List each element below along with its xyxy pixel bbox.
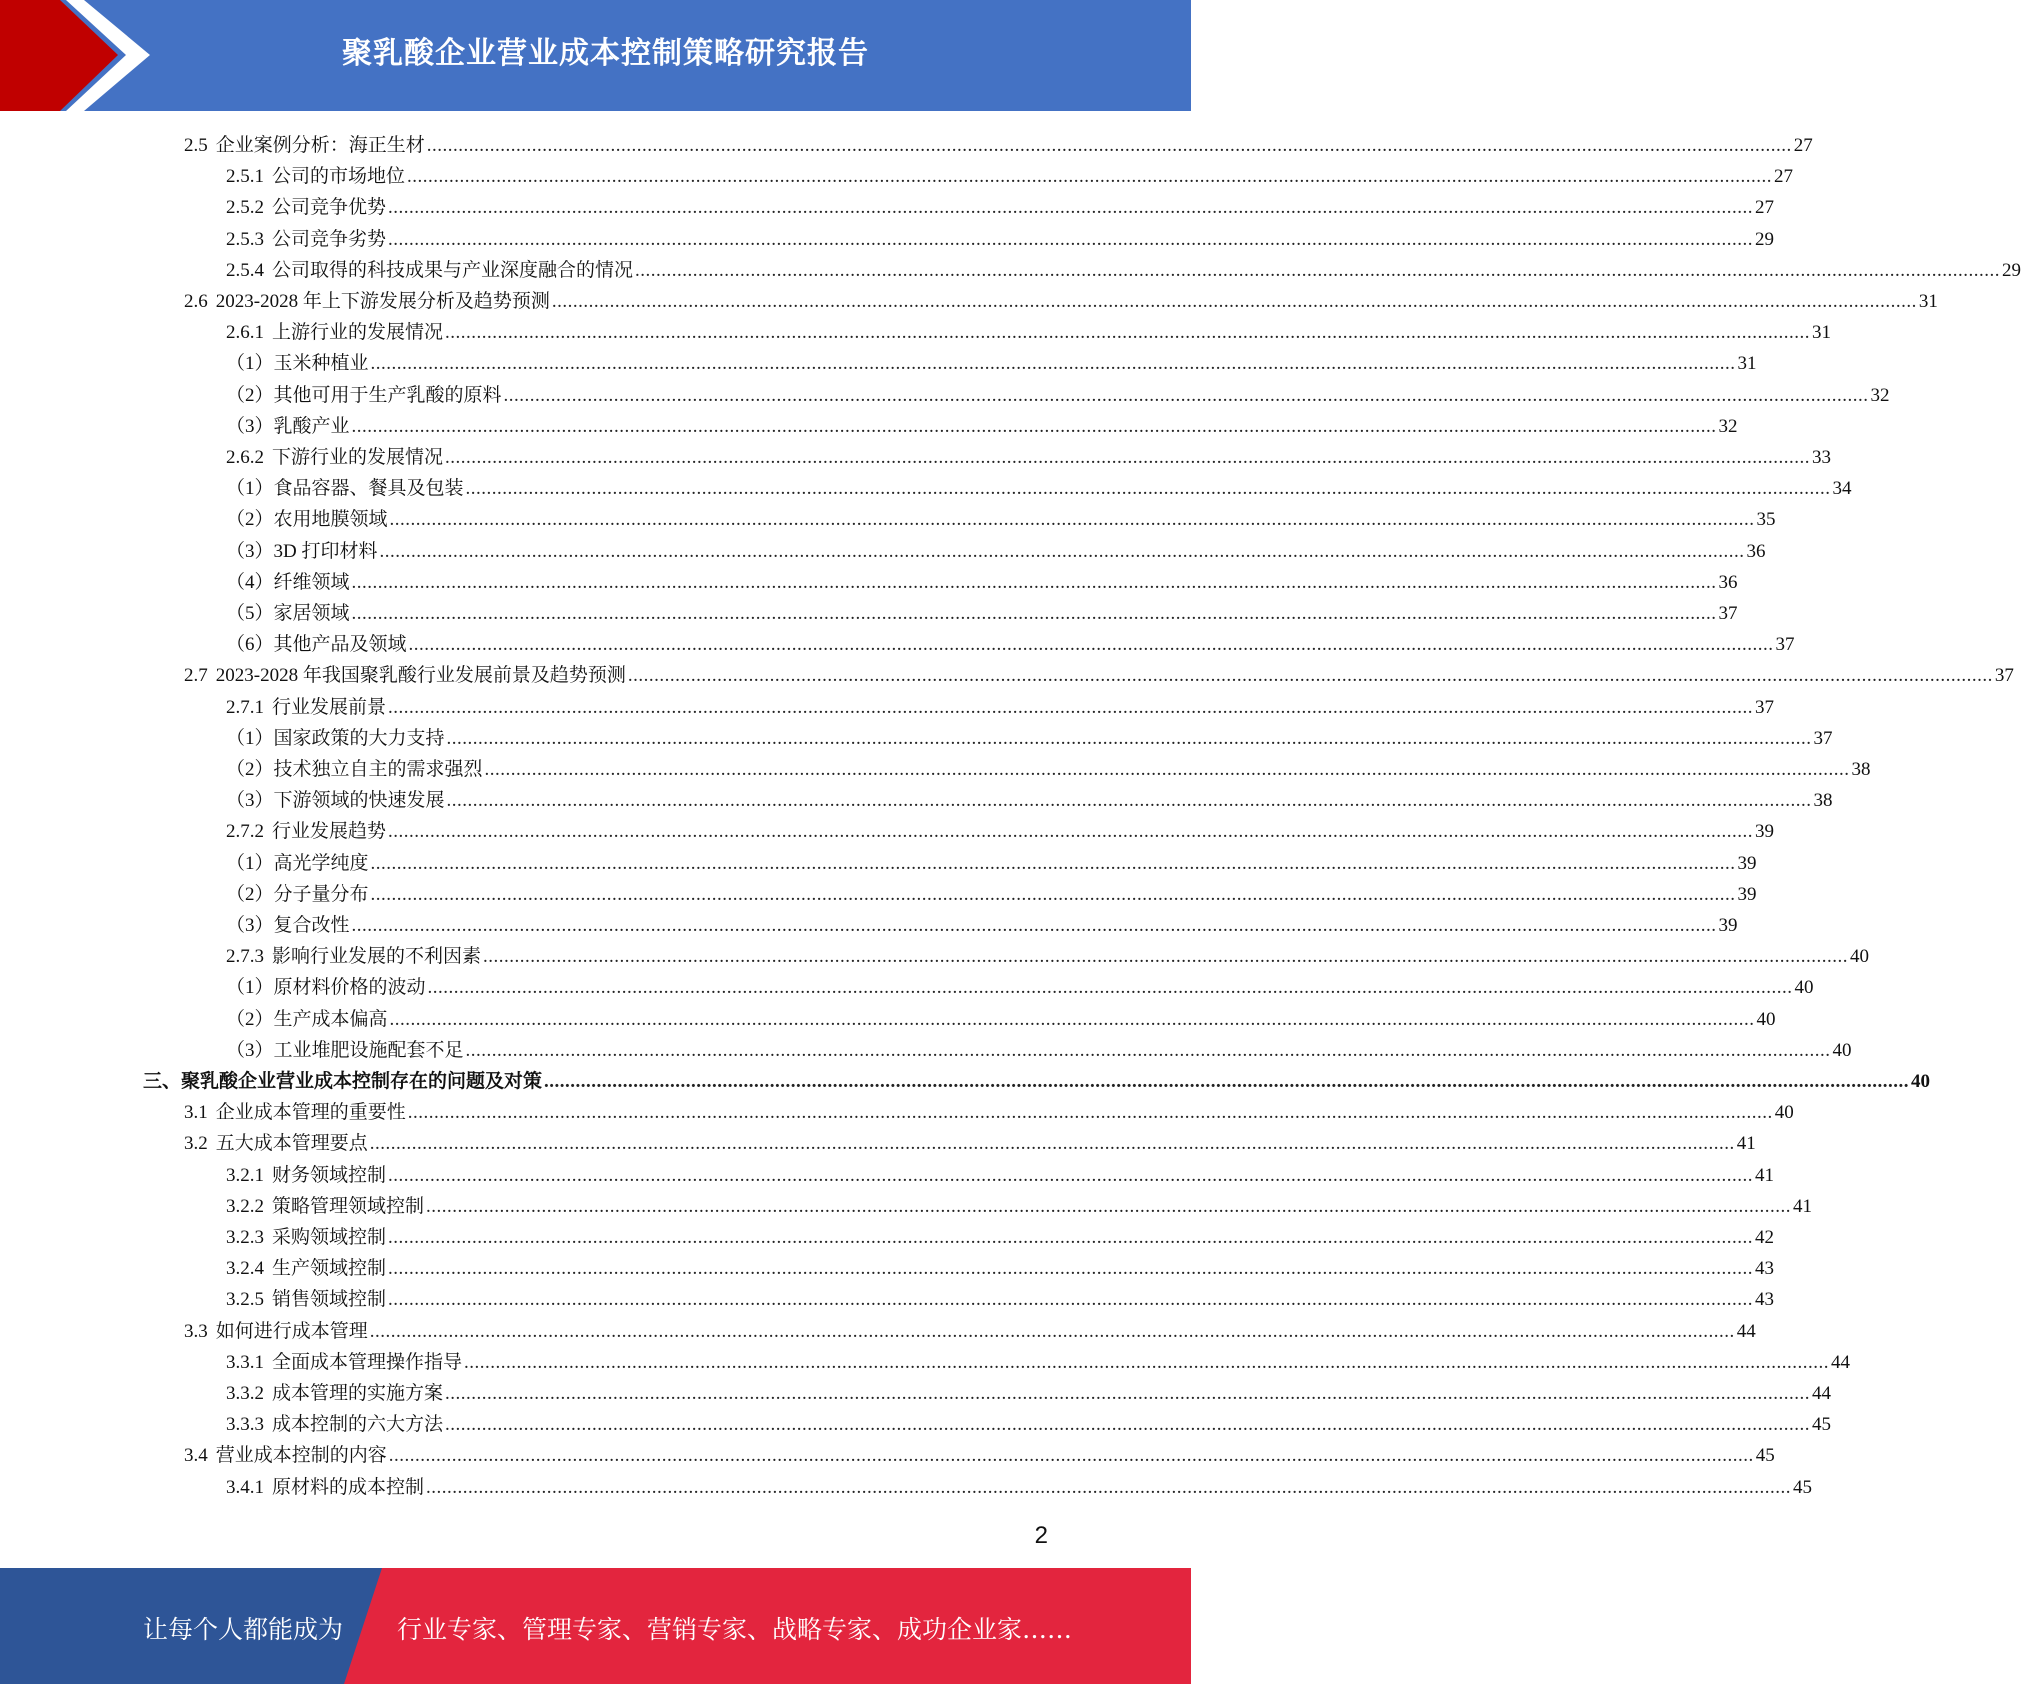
toc-entry-page: 40 [1911,1071,1931,1092]
toc-entry-title: 销售领域控制 [272,1289,387,1311]
toc-entry[interactable] [226,1375,1832,1406]
toc-entry[interactable] [226,533,1766,564]
toc-entry-page: 31 [1918,291,1938,312]
toc-entry-page: 43 [1755,1258,1775,1280]
toc-leader-dots: .................................................................................................................................................................................................................................................................... [446,790,1812,812]
toc-leader-dots: .................................................................................................................................................................................................................................................................... [445,1383,1811,1404]
toc-entry-number: 2.7.1 [226,696,264,718]
toc-entry-page: 41 [1793,1195,1813,1217]
toc-leader-dots: .................................................................................................................................................................................................................................................................... [369,1133,1735,1155]
toc-entry-title: 3D 打印材料 [273,540,378,562]
toc-leader-dots: .................................................................................................................................................................................................................................................................... [388,1258,1754,1280]
toc-entry[interactable] [226,1219,1775,1250]
toc-leader-dots: .................................................................................................................................................................................................................................................................... [370,852,1736,874]
toc-entry-number: 3.2.1 [226,1164,264,1186]
toc-entry-title: 玉米种植业 [273,353,369,375]
toc-entry-page: 39 [1718,915,1738,936]
toc-entry-title: 财务领域控制 [272,1164,387,1186]
toc-entry-title: 技术独立自主的需求强烈 [273,759,483,780]
toc-entry-page: 37 [1775,634,1795,656]
toc-entry-number: 3.3.2 [226,1383,264,1404]
toc-entry[interactable] [226,689,1775,720]
toc-entry-number: （1） [226,478,274,500]
toc-entry-title: 工业堆肥设施配套不足 [273,1039,464,1061]
toc-entry[interactable] [226,1250,1775,1281]
toc-entry-number: 3.3.3 [226,1414,264,1436]
toc-leader-dots: .................................................................................................................................................................................................................................................................... [483,946,1849,968]
footer-slogan-left: 让每个人都能成为 [143,1615,344,1644]
toc-entry-page: 39 [1737,883,1757,905]
toc-entry-number: 三、 [143,1071,182,1092]
toc-entry[interactable] [184,1437,1775,1468]
toc-entry[interactable] [184,127,1813,158]
toc-leader-dots: .................................................................................................................................................................................................................................................................... [369,1320,1735,1342]
toc-entry-page: 40 [1832,1039,1852,1061]
toc-leader-dots: .................................................................................................................................................................................................................................................................... [407,1102,1773,1124]
toc-entry[interactable] [184,1313,1756,1344]
toc-entry[interactable] [226,252,2021,283]
toc-entry-number: 3.2.4 [226,1258,264,1280]
toc-entry-number: （2） [226,384,274,406]
toc-entry-number: 2.6.1 [226,322,264,344]
footer-slogan-right: 行业专家、管理专家、营销专家、战略专家、成功企业家…… [397,1615,1073,1644]
toc-entry[interactable] [226,1406,1832,1437]
toc-entry-number: 3.3.1 [226,1351,264,1373]
toc-entry-number: 2.7.3 [226,946,264,968]
toc-entry[interactable] [226,969,1814,1000]
toc-leader-dots: .................................................................................................................................................................................................................................................................... [351,571,1717,593]
toc-entry[interactable] [226,470,1852,501]
toc-leader-dots: .................................................................................................................................................................................................................................................................... [370,353,1736,375]
toc-entry-page: 27 [1793,135,1813,156]
toc-entry-title: 下游领域的快速发展 [273,790,445,812]
toc-entry-title: 复合改性 [273,915,350,936]
toc-leader-dots: .................................................................................................................................................................................................................................................................... [388,1445,1754,1467]
toc-entry-title: 采购领域控制 [272,1227,387,1248]
toc-entry[interactable] [184,1094,1794,1125]
toc-entry-number: 2.6 [184,291,208,312]
toc-leader-dots: .................................................................................................................................................................................................................................................................... [388,821,1754,843]
toc-entry-number: （1） [226,977,274,999]
toc-entry[interactable] [226,1281,1775,1312]
toc-leader-dots: .................................................................................................................................................................................................................................................................... [627,665,1993,687]
toc-entry-number: （6） [226,634,274,656]
toc-leader-dots: .................................................................................................................................................................................................................................................................... [445,322,1811,344]
toc-entry-title: 生产成本偏高 [273,1008,388,1030]
toc-entry-page: 45 [1755,1445,1775,1467]
toc-leader-dots: .................................................................................................................................................................................................................................................................... [426,1476,1792,1498]
toc-entry-title: 国家政策的大力支持 [273,727,445,749]
toc-entry-number: 3.4.1 [226,1476,264,1498]
toc-entry-page: 36 [1746,540,1766,562]
toc-entry-title: 企业成本管理的重要性 [215,1102,406,1124]
toc-entry-page: 33 [1812,447,1832,468]
toc-leader-dots: .................................................................................................................................................................................................................................................................... [389,1008,1755,1030]
toc-entry-page: 32 [1718,415,1738,437]
toc-leader-dots: .................................................................................................................................................................................................................................................................... [445,447,1811,468]
toc-leader-dots: .................................................................................................................................................................................................................................................................... [379,540,1745,562]
toc-entry[interactable] [226,345,1757,376]
toc-leader-dots: .................................................................................................................................................................................................................................................................... [503,384,1869,406]
toc-entry[interactable] [226,720,1833,751]
toc-entry[interactable] [226,189,1775,220]
toc-entry[interactable] [226,501,1776,532]
toc-entry-page: 45 [1793,1476,1813,1498]
toc-entry-page: 41 [1755,1164,1775,1186]
toc-entry-title: 原材料价格的波动 [273,977,426,999]
toc-entry[interactable] [184,283,1938,314]
toc-entry-title: 企业案例分析：海正生材 [215,135,425,156]
toc-entry-title: 公司取得的科技成果与产业深度融合的情况 [272,259,634,281]
toc-entry-page: 39 [1755,821,1775,843]
toc-leader-dots: .................................................................................................................................................................................................................................................................... [465,478,1831,500]
toc-leader-dots: .................................................................................................................................................................................................................................................................... [407,166,1773,188]
toc-leader-dots: .................................................................................................................................................................................................................................................................... [635,259,2001,281]
toc-entry-title: 策略管理领域控制 [272,1195,425,1217]
toc-entry-page: 39 [1737,852,1757,874]
toc-entry-number: （3） [226,415,274,437]
toc-entry-page: 40 [1774,1102,1794,1124]
toc-entry-title: 成本管理的实施方案 [272,1383,444,1404]
toc-entry-title: 行业发展前景 [272,696,387,718]
toc-entry-number: 3.2.3 [226,1227,264,1248]
toc-entry-page: 37 [1813,727,1833,749]
toc-entry[interactable] [226,564,1738,595]
toc-leader-dots: .................................................................................................................................................................................................................................................................... [388,1164,1754,1186]
toc-entry[interactable] [226,907,1738,938]
toc-entry[interactable] [226,158,1794,189]
toc-entry[interactable] [226,845,1757,876]
toc-entry-page: 43 [1755,1289,1775,1311]
toc-leader-dots: .................................................................................................................................................................................................................................................................... [389,509,1755,531]
toc-leader-dots: .................................................................................................................................................................................................................................................................... [426,135,1792,156]
toc-entry[interactable] [226,782,1833,813]
toc-entry-number: 2.5.4 [226,259,264,281]
toc-entry-number: （3） [226,790,274,812]
toc-entry-number: （2） [226,883,274,905]
toc-leader-dots: .................................................................................................................................................................................................................................................................... [426,1195,1792,1217]
toc-entry-number: （1） [226,852,274,874]
toc-leader-dots: .................................................................................................................................................................................................................................................................... [446,727,1812,749]
toc-entry[interactable] [226,314,1832,345]
toc-entry-page: 40 [1850,946,1870,968]
toc-entry-number: （3） [226,915,274,936]
toc-entry-title: 成本控制的六大方法 [272,1414,444,1436]
toc-leader-dots: .................................................................................................................................................................................................................................................................... [388,197,1754,219]
toc-entry-title: 农用地膜领域 [273,509,388,531]
toc-leader-dots: .................................................................................................................................................................................................................................................................... [427,977,1793,999]
toc-entry[interactable] [226,751,1871,782]
toc-entry-number: （2） [226,1008,274,1030]
toc-entry-title: 聚乳酸企业营业成本控制存在的问题及对策 [181,1071,543,1092]
toc-leader-dots: .................................................................................................................................................................................................................................................................... [465,1039,1831,1061]
toc-entry[interactable] [226,595,1738,626]
toc-entry-title: 高光学纯度 [273,852,369,874]
toc-entry-title: 生产领域控制 [272,1258,387,1280]
toc-entry-number: 2.5.1 [226,166,264,188]
toc-entry-page: 40 [1756,1008,1776,1030]
toc-entry-title: 原材料的成本控制 [272,1476,425,1498]
toc-leader-dots: .................................................................................................................................................................................................................................................................... [464,1351,1830,1373]
toc-leader-dots: .................................................................................................................................................................................................................................................................... [445,1414,1811,1436]
toc-entry[interactable] [184,1125,1756,1156]
toc-entry[interactable] [226,221,1775,252]
page-footer [0,1568,1191,1684]
toc-entry-page: 35 [1756,509,1776,531]
toc-entry-page: 37 [1718,603,1738,624]
toc-entry-title: 上游行业的发展情况 [272,322,444,344]
toc-entry-title: 其他产品及领域 [273,634,407,656]
toc-entry[interactable] [226,1469,1813,1500]
toc-entry-number: 2.7 [184,665,208,687]
toc-entry[interactable] [226,1032,1852,1063]
toc-leader-dots: .................................................................................................................................................................................................................................................................... [388,696,1754,718]
toc-entry[interactable] [184,657,2014,688]
toc-entry-page: 36 [1718,571,1738,593]
toc-leader-dots: .................................................................................................................................................................................................................................................................... [370,883,1736,905]
toc-entry-page: 37 [1755,696,1775,718]
toc-entry-title: 分子量分布 [273,883,369,905]
toc-entry-title: 影响行业发展的不利因素 [272,946,482,968]
page-header [0,0,1191,111]
toc-entry-number: （1） [226,727,274,749]
toc-entry[interactable] [226,938,1870,969]
toc-entry-number: 3.2.5 [226,1289,264,1311]
toc-entry[interactable] [226,813,1775,844]
toc-entry-number: 3.2.2 [226,1195,264,1217]
toc-entry-page: 44 [1831,1351,1851,1373]
toc-entry-page: 45 [1812,1414,1832,1436]
toc-entry-title: 公司竞争劣势 [272,228,387,250]
toc-entry[interactable] [226,876,1757,907]
toc-entry[interactable] [143,1063,1931,1094]
toc-leader-dots: .................................................................................................................................................................................................................................................................... [388,1289,1754,1311]
toc-entry-title: 2023-2028 年上下游发展分析及趋势预测 [215,291,550,312]
toc-entry-page: 31 [1737,353,1757,375]
toc-entry-page: 40 [1794,977,1814,999]
toc-entry-number: 2.5 [184,135,208,156]
toc-entry-page: 29 [1755,228,1775,250]
toc-entry-page: 27 [1755,197,1775,219]
toc-entry-title: 纤维领域 [273,571,350,593]
toc-entry-number: （5） [226,603,274,624]
toc-entry[interactable] [226,1344,1851,1375]
toc-entry-title: 2023-2028 年我国聚乳酸行业发展前景及趋势预测 [215,665,626,687]
toc-entry-page: 29 [2002,259,2021,281]
toc-entry-number: （1） [226,353,274,375]
toc-entry-title: 乳酸产业 [273,415,350,437]
toc-leader-dots: .................................................................................................................................................................................................................................................................... [484,759,1850,780]
toc-leader-dots: .................................................................................................................................................................................................................................................................... [551,291,1917,312]
toc-entry-title: 下游行业的发展情况 [272,447,444,468]
toc-entry-number: （3） [226,1039,274,1061]
toc-entry-page: 41 [1736,1133,1756,1155]
toc-entry-page: 44 [1736,1320,1756,1342]
toc-leader-dots: .................................................................................................................................................................................................................................................................... [351,603,1717,624]
toc-entry-title: 公司竞争优势 [272,197,387,219]
toc-entry-number: 3.2 [184,1133,208,1155]
toc-entry-page: 31 [1812,322,1832,344]
toc-entry[interactable] [226,377,1890,408]
toc-entry-number: （3） [226,540,274,562]
toc-entry-number: （2） [226,509,274,531]
toc-entry-title: 其他可用于生产乳酸的原料 [273,384,502,406]
toc-entry-page: 37 [1994,665,2014,687]
toc-entry-page: 42 [1755,1227,1775,1248]
toc-entry-title: 家居领域 [273,603,350,624]
toc-entry-title: 公司的市场地位 [272,166,406,188]
toc-entry-number: 3.1 [184,1102,208,1124]
document-title: 聚乳酸企业营业成本控制策略研究报告 [342,36,869,71]
toc-entry-title: 全面成本管理操作指导 [272,1351,463,1373]
toc-entry-title: 如何进行成本管理 [215,1320,368,1342]
toc-entry-number: 2.5.2 [226,197,264,219]
toc-entry-page: 27 [1774,166,1794,188]
toc-entry-number: 2.6.2 [226,447,264,468]
toc-entry-title: 五大成本管理要点 [215,1133,368,1155]
toc-leader-dots: .................................................................................................................................................................................................................................................................... [408,634,1774,656]
toc-entry[interactable] [226,408,1738,439]
toc-entry[interactable] [226,1157,1775,1188]
toc-entry-number: 2.5.3 [226,228,264,250]
toc-entry-number: 3.3 [184,1320,208,1342]
toc-entry-page: 32 [1870,384,1890,406]
toc-entry-page: 38 [1813,790,1833,812]
toc-entry-title: 食品容器、餐具及包装 [273,478,464,500]
toc-entry-number: 2.7.2 [226,821,264,843]
toc-leader-dots: .................................................................................................................................................................................................................................................................... [544,1071,1910,1092]
toc-entry-number: （4） [226,571,274,593]
toc-entry-page: 44 [1812,1383,1832,1404]
toc-entry[interactable] [226,439,1832,470]
toc-entry-title: 营业成本控制的内容 [215,1445,387,1467]
toc-leader-dots: .................................................................................................................................................................................................................................................................... [388,1227,1754,1248]
toc-entry-title: 行业发展趋势 [272,821,387,843]
toc-leader-dots: .................................................................................................................................................................................................................................................................... [351,915,1717,936]
toc-leader-dots: .................................................................................................................................................................................................................................................................... [388,228,1754,250]
page-number: 2 [1034,1522,1048,1549]
toc-entry[interactable] [226,1001,1776,1032]
toc-entry[interactable] [226,1188,1813,1219]
toc-entry-number: （2） [226,759,274,780]
toc-entry-page: 38 [1851,759,1871,780]
toc-leader-dots: .................................................................................................................................................................................................................................................................... [351,415,1717,437]
toc-entry-page: 34 [1832,478,1852,500]
toc-entry[interactable] [226,626,1795,657]
toc-entry-number: 3.4 [184,1445,208,1467]
